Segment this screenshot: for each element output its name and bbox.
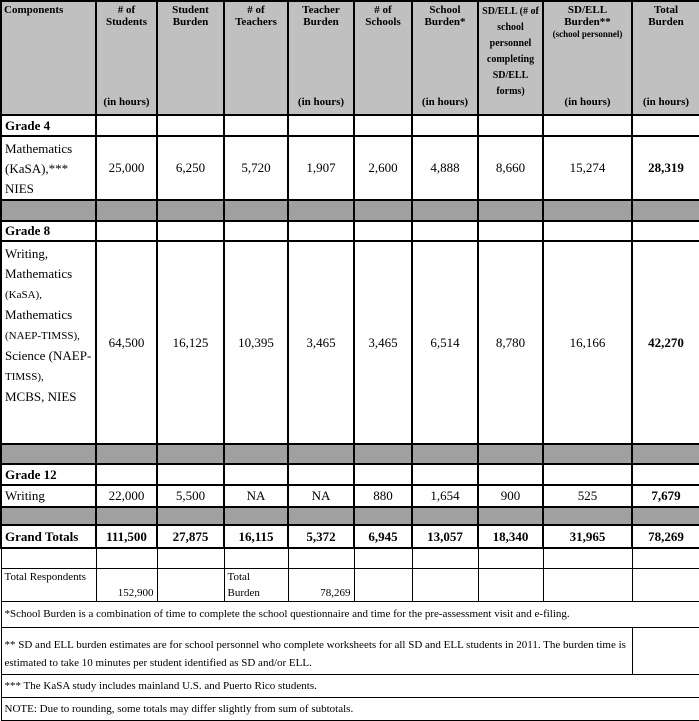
note-row: [1, 601, 699, 627]
note-sd-ell: ** SD and ELL burden estimates are for school personnel who complete worksheets for all SD and ELL students in 2011. The burden time is estimated to take 10 minutes per student identified as SD and/or ELL.: [1, 627, 632, 674]
total-respondents-label: Total Respondents: [1, 568, 96, 601]
table-row: Mathematics (KaSA),*** NIES 25,000 6,250 5,720 1,907 2,600 4,888 8,660 15,274 28,319: [1, 136, 699, 200]
blank-row: [1, 548, 699, 568]
header-row: [1, 1, 699, 115]
header-components: Components: [1, 1, 96, 115]
section-grade4: Grade 4: [1, 115, 699, 136]
note-row: [1, 627, 699, 674]
separator-row: [1, 444, 699, 464]
note-kasa: *** The KaSA study includes mainland U.S. and Puerto Rico students.: [1, 674, 699, 697]
note-row: [1, 674, 699, 697]
note-school-burden: *School Burden is a combination of time to complete the school questionnaire and time for the pre-assessment visit and e-filing.: [1, 601, 699, 627]
separator-row: [1, 507, 699, 525]
header-sd-ell: SD/ELL (# of school personnel completing SD/ELL forms): [478, 1, 543, 115]
header-school-burden: School Burden* (in hours): [412, 1, 478, 115]
total-respondents-value: 152,900: [96, 568, 157, 601]
table-row: Writing 22,000 5,500 NA NA 880 1,654 900 525 7,679: [1, 485, 699, 507]
total-burden-label: Total Burden: [224, 568, 288, 601]
grand-totals-row: Grand Totals 111,500 27,875 16,115 5,372 6,945 13,057 18,340 31,965 78,269: [1, 525, 699, 548]
total-burden-value: 78,269: [288, 568, 354, 601]
section-grade8: Grade 8: [1, 221, 699, 241]
note-row: [1, 697, 699, 720]
header-schools: # of Schools: [354, 1, 412, 115]
component-cell: Mathematics (KaSA),*** NIES: [1, 136, 96, 200]
respondents-row: [1, 568, 699, 601]
header-sd-ell-burden: SD/ELL Burden** (school personnel) (in hours): [543, 1, 632, 115]
header-students: # of Students (in hours): [96, 1, 157, 115]
header-total-burden: Total Burden (in hours): [632, 1, 699, 115]
note-rounding: NOTE: Due to rounding, some totals may differ slightly from sum of subtotals.: [1, 697, 699, 720]
component-cell: Writing: [1, 485, 96, 507]
separator-row: [1, 200, 699, 221]
component-cell: Writing, Mathematics (KaSA), Mathematics (NAEP-TIMSS), Science (NAEP- TIMSS), MCBS, NIES: [1, 241, 96, 444]
table-row: Writing, Mathematics (KaSA), Mathematics (NAEP-TIMSS), Science (NAEP- TIMSS), MCBS, NIES 64,500 16,125 10,395 3,465 3,465 6,514 8,780 16,166 42,270: [1, 241, 699, 444]
header-teachers: # of Teachers: [224, 1, 288, 115]
header-student-burden: Student Burden: [157, 1, 224, 115]
header-teacher-burden: Teacher Burden (in hours): [288, 1, 354, 115]
section-grade12: Grade 12: [1, 464, 699, 485]
